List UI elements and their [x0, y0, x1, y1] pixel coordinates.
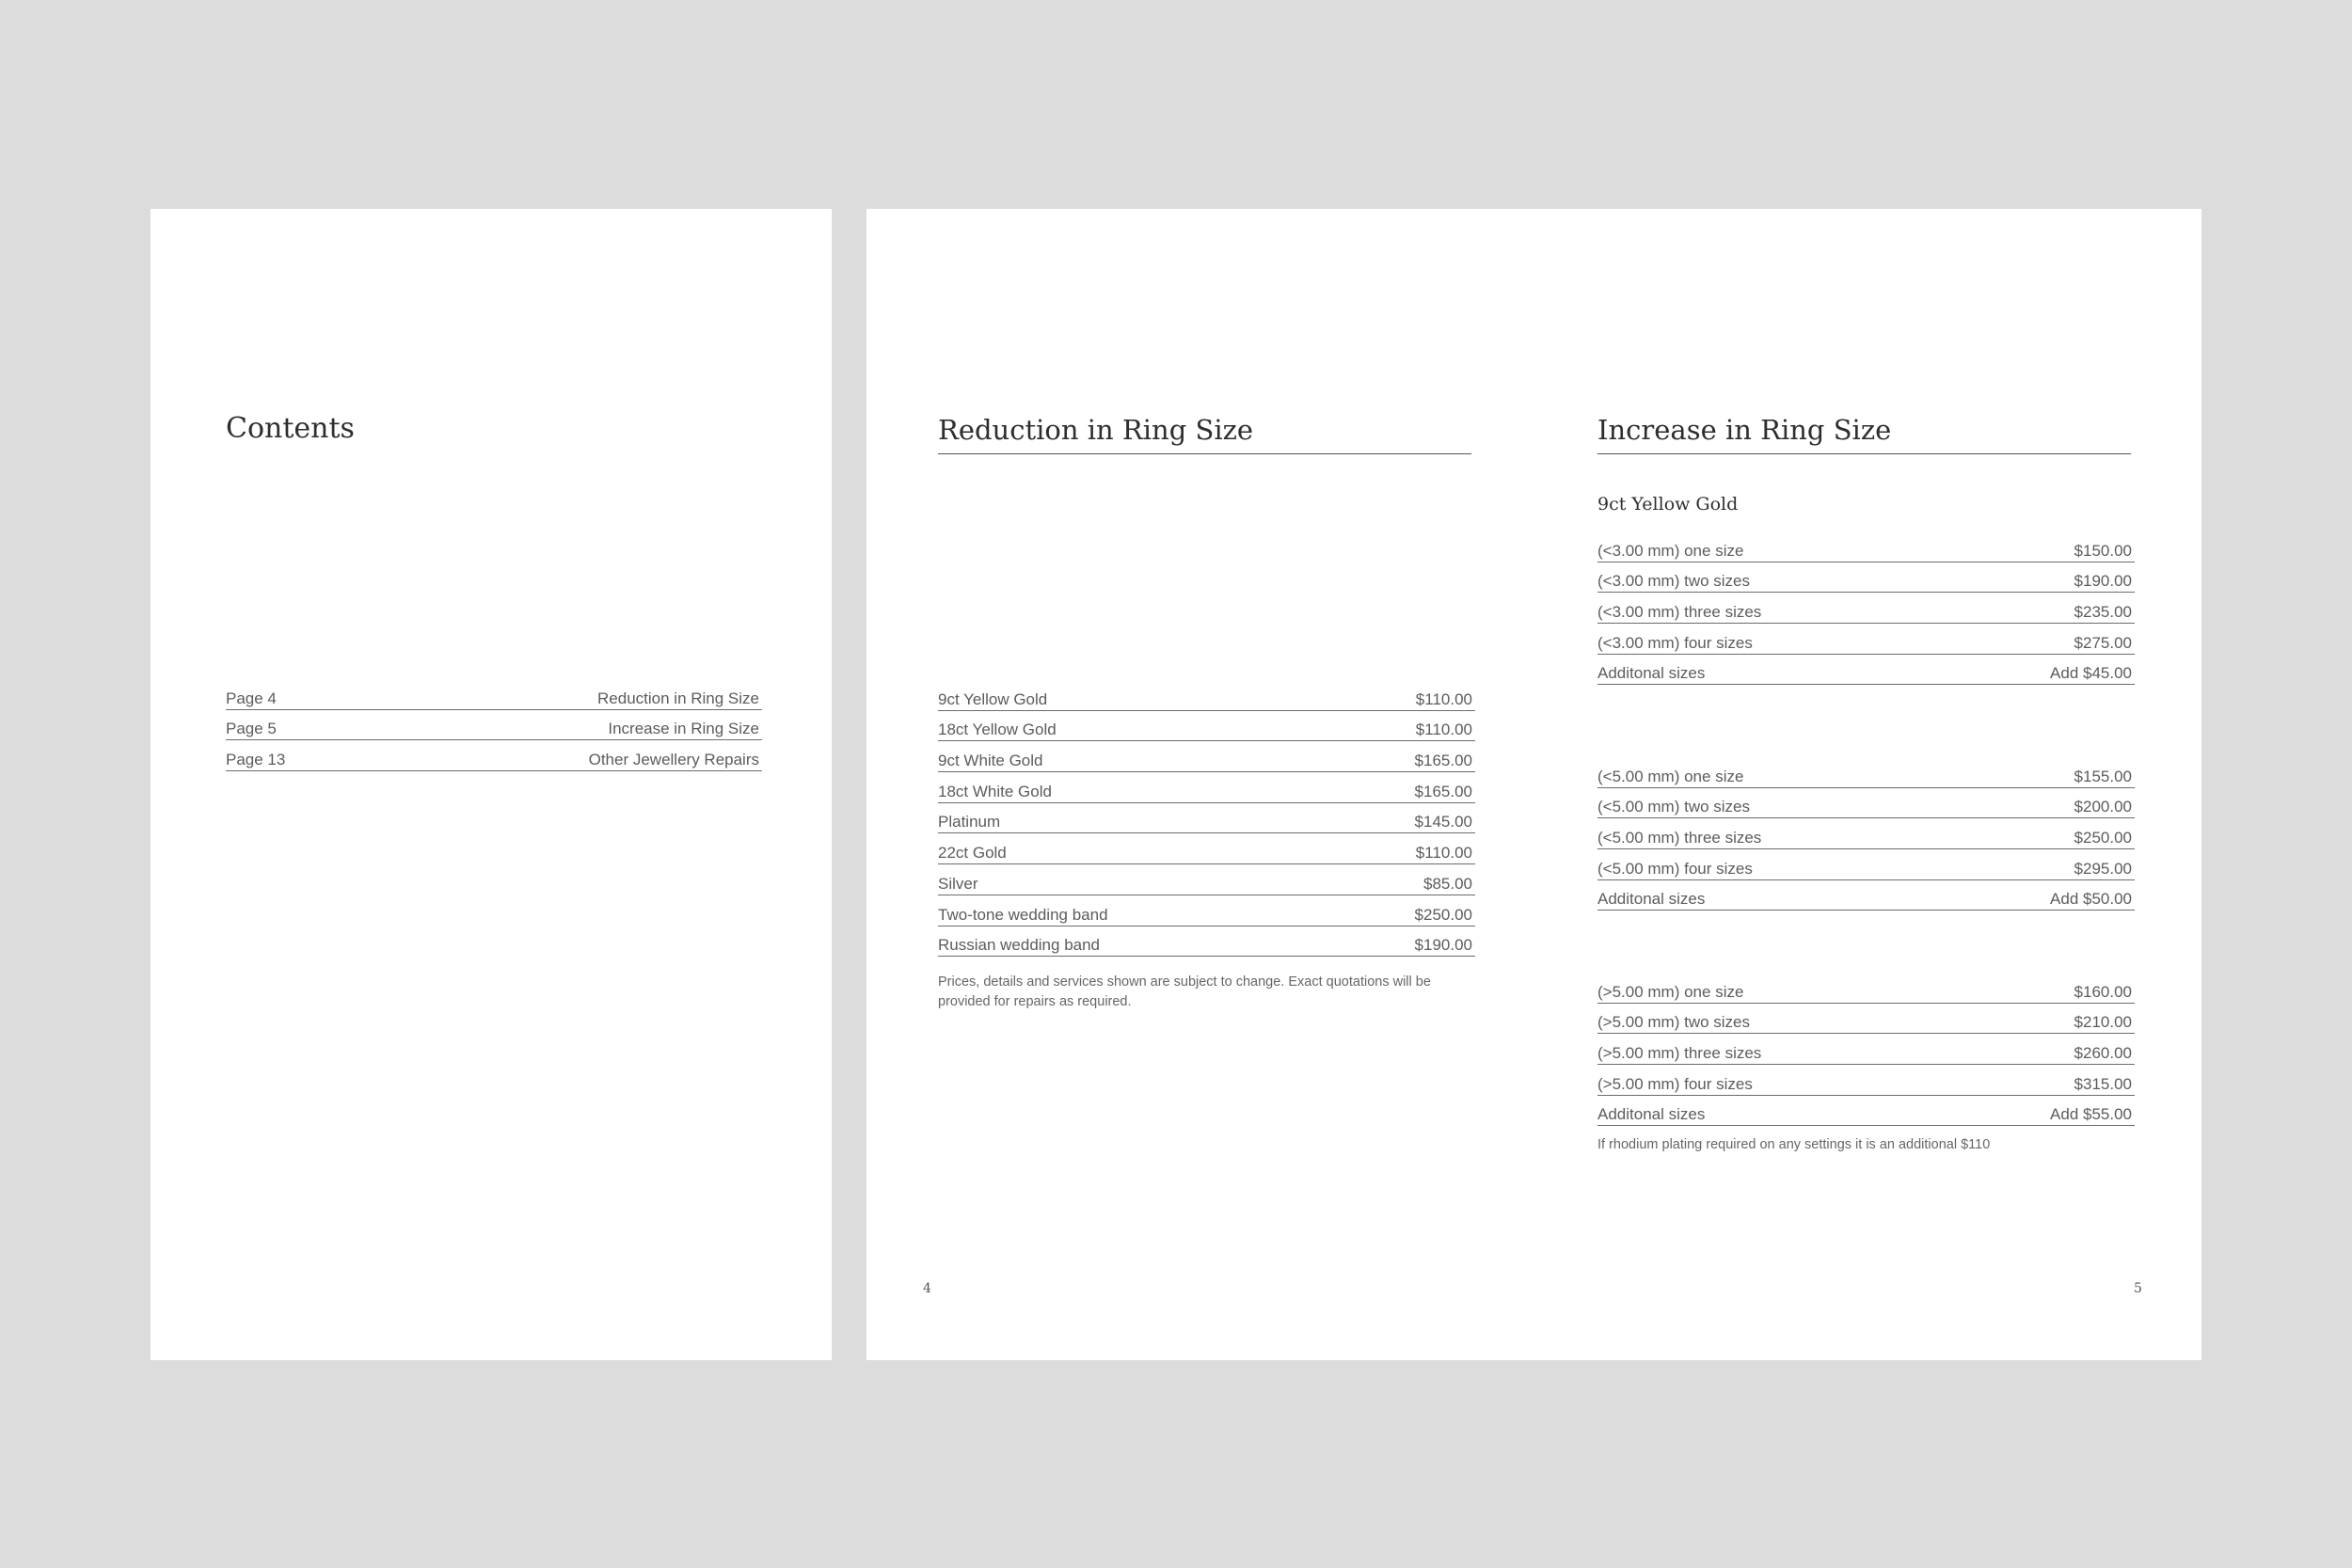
- item-label: Additonal sizes: [1597, 890, 1706, 909]
- item-price: $315.00: [2074, 1074, 2132, 1093]
- reduction-title: Reduction in Ring Size: [938, 414, 1471, 454]
- contents-item-label: Reduction in Ring Size: [597, 689, 759, 707]
- price-row: [938, 741, 1475, 772]
- price-row: [1597, 624, 2135, 655]
- item-price: $110.00: [1415, 721, 1472, 739]
- contents-item[interactable]: [226, 710, 762, 741]
- item-price: $85.00: [1423, 874, 1472, 893]
- item-price: $160.00: [2074, 982, 2132, 1001]
- price-row: [1597, 531, 2135, 562]
- price-row: [1597, 1096, 2135, 1127]
- price-row: [1597, 880, 2135, 911]
- price-row: [1597, 1004, 2135, 1035]
- price-row: [1597, 757, 2135, 788]
- contents-page: [151, 209, 832, 1360]
- item-price: Add $45.00: [2050, 664, 2132, 683]
- price-row: [1597, 849, 2135, 880]
- contents-page-number: Page 5: [226, 720, 277, 738]
- item-label: Russian wedding band: [938, 936, 1101, 955]
- item-price: $190.00: [1414, 936, 1472, 955]
- increase-title: Increase in Ring Size: [1597, 414, 2131, 454]
- item-price: $155.00: [2074, 767, 2132, 785]
- item-label: (<3.00 mm) two sizes: [1597, 572, 1751, 591]
- item-label: (<5.00 mm) one size: [1597, 767, 1744, 785]
- price-row: [1597, 1065, 2135, 1096]
- item-price: $275.00: [2074, 633, 2132, 652]
- item-price: $235.00: [2074, 603, 2132, 622]
- item-label: Additonal sizes: [1597, 664, 1706, 683]
- item-price: $165.00: [1414, 782, 1472, 800]
- item-label: 18ct White Gold: [938, 782, 1052, 800]
- item-label: Platinum: [938, 813, 1001, 832]
- item-label: (<3.00 mm) three sizes: [1597, 603, 1762, 622]
- increase-group-large: [1597, 973, 2135, 1126]
- item-label: (>5.00 mm) one size: [1597, 982, 1744, 1001]
- item-price: $190.00: [2074, 572, 2132, 591]
- price-row: [1597, 1034, 2135, 1065]
- item-label: 18ct Yellow Gold: [938, 721, 1057, 739]
- item-label: (<5.00 mm) four sizes: [1597, 859, 1753, 878]
- contents-list: [226, 679, 762, 771]
- contents-item[interactable]: [226, 679, 762, 710]
- item-price: $210.00: [2074, 1013, 2132, 1032]
- item-price: $150.00: [2074, 541, 2132, 560]
- price-row: [938, 772, 1475, 803]
- item-price: $145.00: [1414, 813, 1472, 832]
- page-number-left: 4: [923, 1281, 931, 1296]
- price-row: [1597, 973, 2135, 1004]
- item-label: Silver: [938, 874, 978, 893]
- item-price: $110.00: [1415, 689, 1472, 708]
- item-label: (>5.00 mm) three sizes: [1597, 1044, 1762, 1063]
- item-label: (>5.00 mm) two sizes: [1597, 1013, 1751, 1032]
- price-row: [938, 864, 1475, 895]
- price-row: [938, 833, 1475, 864]
- item-label: (<3.00 mm) four sizes: [1597, 633, 1753, 652]
- item-price: Add $55.00: [2050, 1105, 2132, 1124]
- price-row: [938, 680, 1475, 711]
- price-row: [1597, 788, 2135, 819]
- increase-group-small: [1597, 531, 2135, 685]
- item-price: $250.00: [2074, 829, 2132, 847]
- reduction-price-list: [938, 680, 1475, 957]
- contents-page-number: Page 13: [226, 751, 286, 769]
- item-label: Additonal sizes: [1597, 1105, 1706, 1124]
- page-number-right: 5: [2134, 1281, 2142, 1296]
- item-label: 9ct White Gold: [938, 752, 1043, 770]
- item-label: (<5.00 mm) three sizes: [1597, 829, 1762, 847]
- rhodium-note: If rhodium plating required on any settings it is an additional $110: [1597, 1137, 1991, 1152]
- price-row: [1597, 818, 2135, 849]
- reduction-disclaimer: Prices, details and services shown are subject to change. Exact quotations will be provided for repairs as required.: [938, 974, 1431, 1009]
- item-label: 22ct Gold: [938, 844, 1007, 863]
- contents-page-number: Page 4: [226, 689, 277, 707]
- item-price: $165.00: [1414, 752, 1472, 770]
- item-price: $110.00: [1415, 844, 1472, 863]
- price-row: [1597, 562, 2135, 594]
- item-price: $295.00: [2074, 859, 2132, 878]
- item-price: $200.00: [2074, 798, 2132, 816]
- item-label: (>5.00 mm) four sizes: [1597, 1074, 1753, 1093]
- increase-group-medium: [1597, 757, 2135, 911]
- price-row: [1597, 655, 2135, 686]
- price-row: [938, 895, 1475, 927]
- price-row: [938, 927, 1475, 958]
- contents-title: Contents: [226, 412, 355, 445]
- item-price: Add $50.00: [2050, 890, 2132, 909]
- price-row: [938, 711, 1475, 742]
- increase-subtitle: 9ct Yellow Gold: [1597, 494, 1739, 515]
- contents-item-label: Other Jewellery Repairs: [588, 751, 759, 769]
- item-price: $260.00: [2074, 1044, 2132, 1063]
- item-label: (<5.00 mm) two sizes: [1597, 798, 1751, 816]
- item-label: 9ct Yellow Gold: [938, 689, 1048, 708]
- item-label: Two-tone wedding band: [938, 905, 1108, 924]
- price-row: [1597, 593, 2135, 624]
- item-price: $250.00: [1414, 905, 1472, 924]
- item-label: (<3.00 mm) one size: [1597, 541, 1744, 560]
- price-row: [938, 803, 1475, 834]
- contents-item[interactable]: [226, 740, 762, 771]
- contents-item-label: Increase in Ring Size: [608, 720, 759, 738]
- price-spread: [866, 209, 2201, 1360]
